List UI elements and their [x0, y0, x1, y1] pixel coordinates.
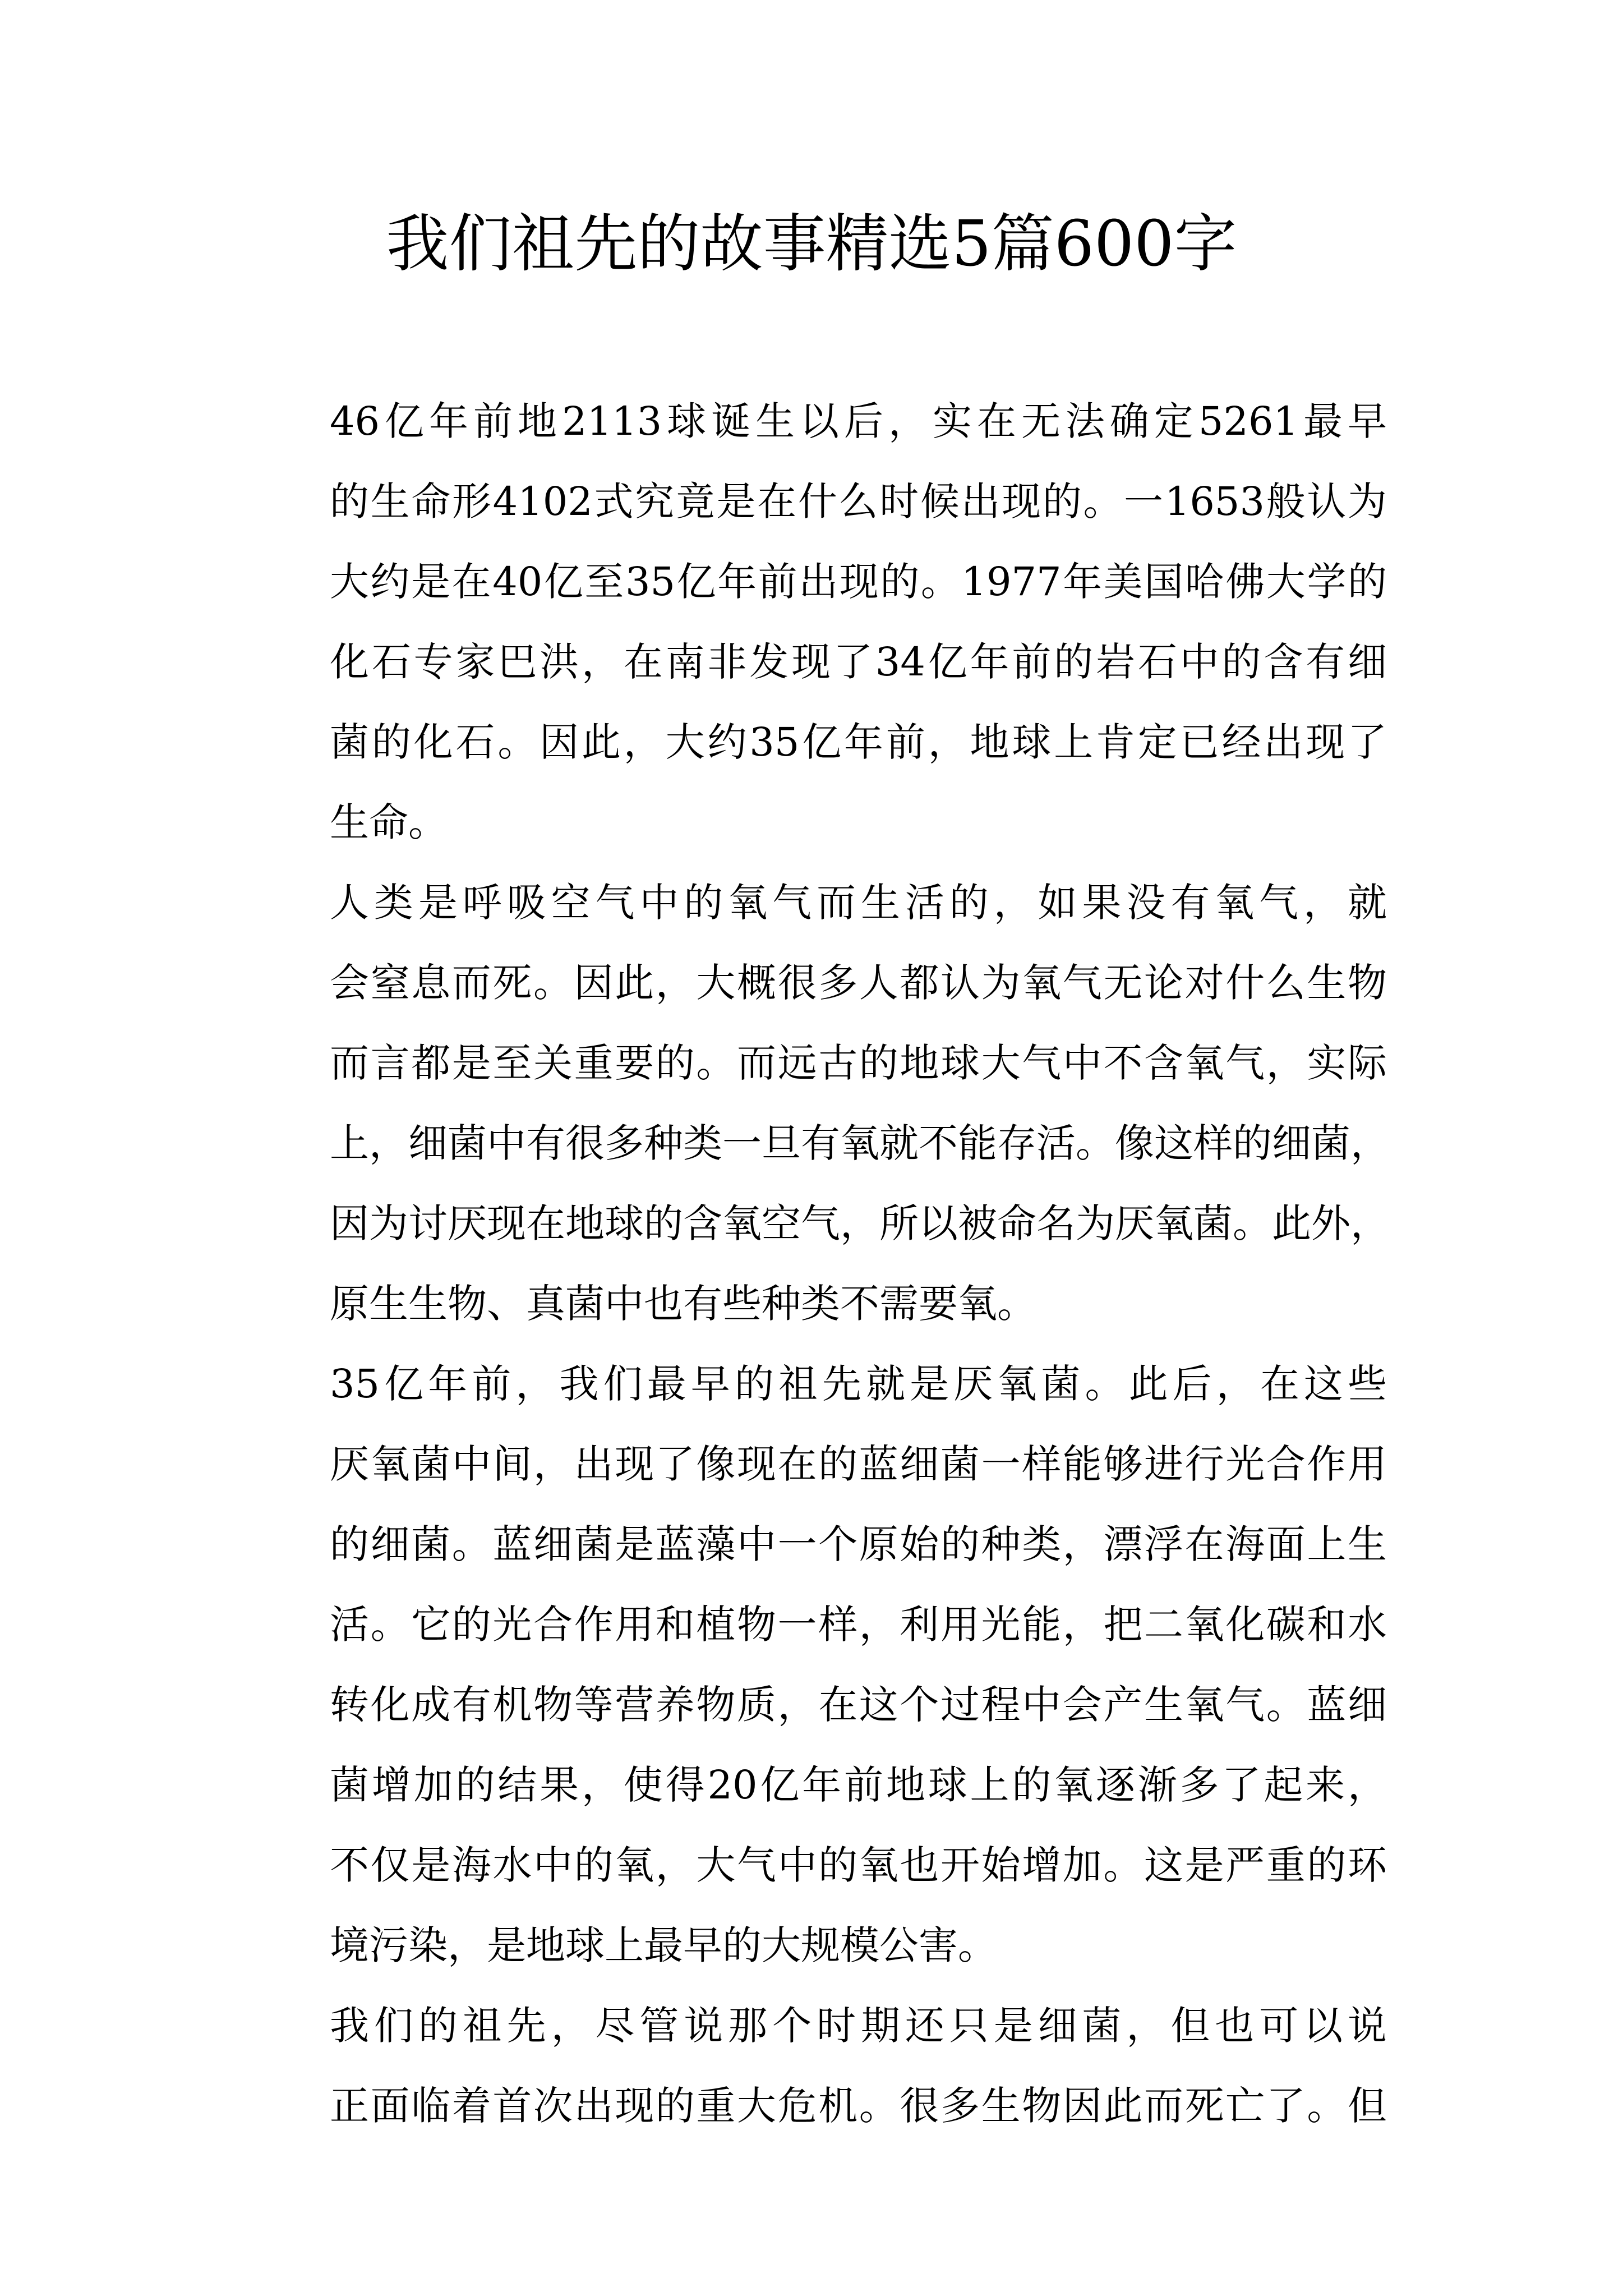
paragraph-2: [248, 863, 1390, 1344]
text-line: 境污染，是地球上最早的大规模公害。: [330, 1922, 997, 1968]
text-line: 上，细菌中有很多种类一旦有氧就不能存活。像这样的细菌，: [330, 1120, 1390, 1166]
text-line: 不仅是海水中的氧，大气中的氧也开始增加。这是严重的环: [330, 1842, 1387, 1888]
text-line: 菌的化石。因此，大约35亿年前，地球上肯定已经出现了: [330, 719, 1387, 765]
text-line: 厌氧菌中间，出现了像现在的蓝细菌一样能够进行光合作用: [330, 1441, 1387, 1487]
text-line: 活。它的光合作用和植物一样，利用光能，把二氧化碳和水: [330, 1602, 1387, 1648]
document-title: 我们祖先的故事精选5篇600字: [386, 208, 1237, 280]
text-line: 46亿年前地2113球诞生以后，实在无法确定5261最早: [330, 398, 1387, 444]
text-line: 生命。: [330, 799, 448, 845]
text-line: 大约是在40亿至35亿年前出现的。1977年美国哈佛大学的: [330, 559, 1387, 605]
text-line: 而言都是至关重要的。而远古的地球大气中不含氧气，实际: [330, 1040, 1387, 1086]
paragraph-1: [248, 381, 1387, 863]
text-line: 因为讨厌现在地球的含氧空气，所以被命名为厌氧菌。此外，: [330, 1200, 1390, 1246]
text-line: 正面临着首次出现的重大危机。很多生物因此而死亡了。但: [330, 2083, 1387, 2129]
text-line: 转化成有机物等营养物质，在这个过程中会产生氧气。蓝细: [330, 1682, 1387, 1728]
document-body: [248, 381, 1390, 2146]
paragraph-3: [248, 1344, 1387, 1986]
text-line: 人类是呼吸空气中的氧气而生活的，如果没有氧气，就: [330, 880, 1387, 926]
text-line: 原生生物、真菌中也有些种类不需要氧。: [330, 1281, 1036, 1327]
text-line: 会窒息而死。因此，大概很多人都认为氧气无论对什么生物: [330, 960, 1387, 1006]
text-line: 的细菌。蓝细菌是蓝藻中一个原始的种类，漂浮在海面上生: [330, 1521, 1387, 1567]
text-line: 35亿年前，我们最早的祖先就是厌氧菌。此后，在这些: [330, 1361, 1387, 1407]
text-line: 我们的祖先，尽管说那个时期还只是细菌，但也可以说: [330, 2003, 1387, 2049]
text-line: 化石专家巴洪，在南非发现了34亿年前的岩石中的含有细: [330, 639, 1387, 685]
text-line: 菌增加的结果，使得20亿年前地球上的氧逐渐多了起来，: [330, 1762, 1387, 1808]
text-line: 的生命形4102式究竟是在什么时候出现的。一1653般认为: [330, 478, 1387, 524]
paragraph-4: [248, 1986, 1387, 2146]
